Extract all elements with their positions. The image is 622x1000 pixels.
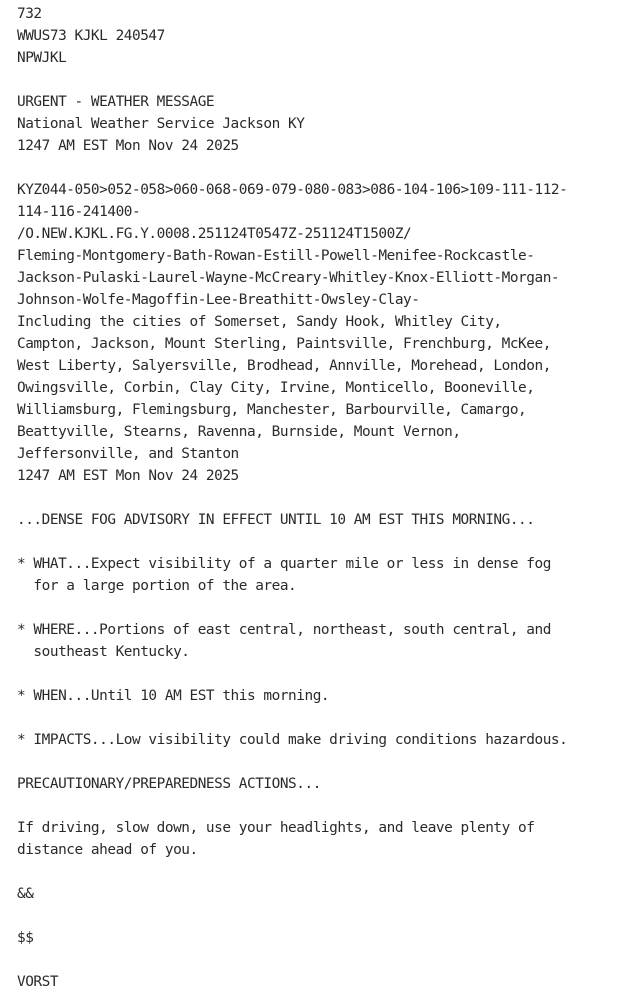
where-section: southeast Kentucky. bbox=[17, 644, 190, 660]
awips-id: NPWJKL bbox=[17, 50, 67, 66]
actions-text: If driving, slow down, use your headlights, and leave plenty of bbox=[17, 820, 535, 836]
segment-time: 1247 AM EST Mon Nov 24 2025 bbox=[17, 468, 239, 484]
cities-list-line: Including the cities of Somerset, Sandy Hook, Whitley City, bbox=[17, 314, 502, 330]
blank-line bbox=[17, 905, 617, 927]
cities-list-line: Beattyville, Stearns, Ravenna, Burnside, Mount Vernon, bbox=[17, 424, 461, 440]
blank-line bbox=[17, 949, 617, 971]
cities-list-line: Jeffersonville, and Stanton bbox=[17, 446, 239, 462]
county-list-line: Fleming-Montgomery-Bath-Rowan-Estill-Powell-Menifee-Rockcastle- bbox=[17, 248, 535, 264]
blank-line bbox=[17, 751, 617, 773]
blank-line bbox=[17, 707, 617, 729]
county-list-line: Jackson-Pulaski-Laurel-Wayne-McCreary-Whitley-Knox-Elliott-Morgan- bbox=[17, 270, 560, 286]
section-terminator: && bbox=[17, 886, 34, 902]
blank-line bbox=[17, 597, 617, 619]
blank-line bbox=[17, 795, 617, 817]
sequence-number: 732 bbox=[17, 6, 42, 22]
ugc-line: KYZ044-050>052-058>060-068-069-079-080-083>086-104-106>109-111-112- bbox=[17, 182, 568, 198]
what-section: * WHAT...Expect visibility of a quarter mile or less in dense fog bbox=[17, 556, 551, 572]
advisory-headline: ...DENSE FOG ADVISORY IN EFFECT UNTIL 10 AM EST THIS MORNING... bbox=[17, 512, 535, 528]
message-type: URGENT - WEATHER MESSAGE bbox=[17, 94, 215, 110]
cities-list-line: Campton, Jackson, Mount Sterling, Paintsville, Frenchburg, McKee, bbox=[17, 336, 551, 352]
what-section: for a large portion of the area. bbox=[17, 578, 297, 594]
segment-terminator: $$ bbox=[17, 930, 34, 946]
blank-line bbox=[17, 487, 617, 509]
weather-bulletin-text bbox=[17, 3, 617, 993]
wmo-header: WWUS73 KJKL 240547 bbox=[17, 28, 165, 44]
blank-line bbox=[17, 663, 617, 685]
cities-list-line: Owingsville, Corbin, Clay City, Irvine, Monticello, Booneville, bbox=[17, 380, 535, 396]
vtec-code: /O.NEW.KJKL.FG.Y.0008.251124T0547Z-251124T1500Z/ bbox=[17, 226, 412, 242]
impacts-section: * IMPACTS...Low visibility could make driving conditions hazardous. bbox=[17, 732, 568, 748]
issued-time: 1247 AM EST Mon Nov 24 2025 bbox=[17, 138, 239, 154]
issuing-office: National Weather Service Jackson KY bbox=[17, 116, 305, 132]
ugc-line: 114-116-241400- bbox=[17, 204, 141, 220]
blank-line bbox=[17, 157, 617, 179]
where-section: * WHERE...Portions of east central, northeast, south central, and bbox=[17, 622, 551, 638]
cities-list-line: Williamsburg, Flemingsburg, Manchester, Barbourville, Camargo, bbox=[17, 402, 527, 418]
blank-line bbox=[17, 69, 617, 91]
cities-list-line: West Liberty, Salyersville, Brodhead, Annville, Morehead, London, bbox=[17, 358, 551, 374]
county-list-line: Johnson-Wolfe-Magoffin-Lee-Breathitt-Owsley-Clay- bbox=[17, 292, 420, 308]
blank-line bbox=[17, 531, 617, 553]
forecaster-name: VORST bbox=[17, 974, 59, 990]
actions-text: distance ahead of you. bbox=[17, 842, 198, 858]
when-section: * WHEN...Until 10 AM EST this morning. bbox=[17, 688, 330, 704]
actions-header: PRECAUTIONARY/PREPAREDNESS ACTIONS... bbox=[17, 776, 321, 792]
blank-line bbox=[17, 861, 617, 883]
